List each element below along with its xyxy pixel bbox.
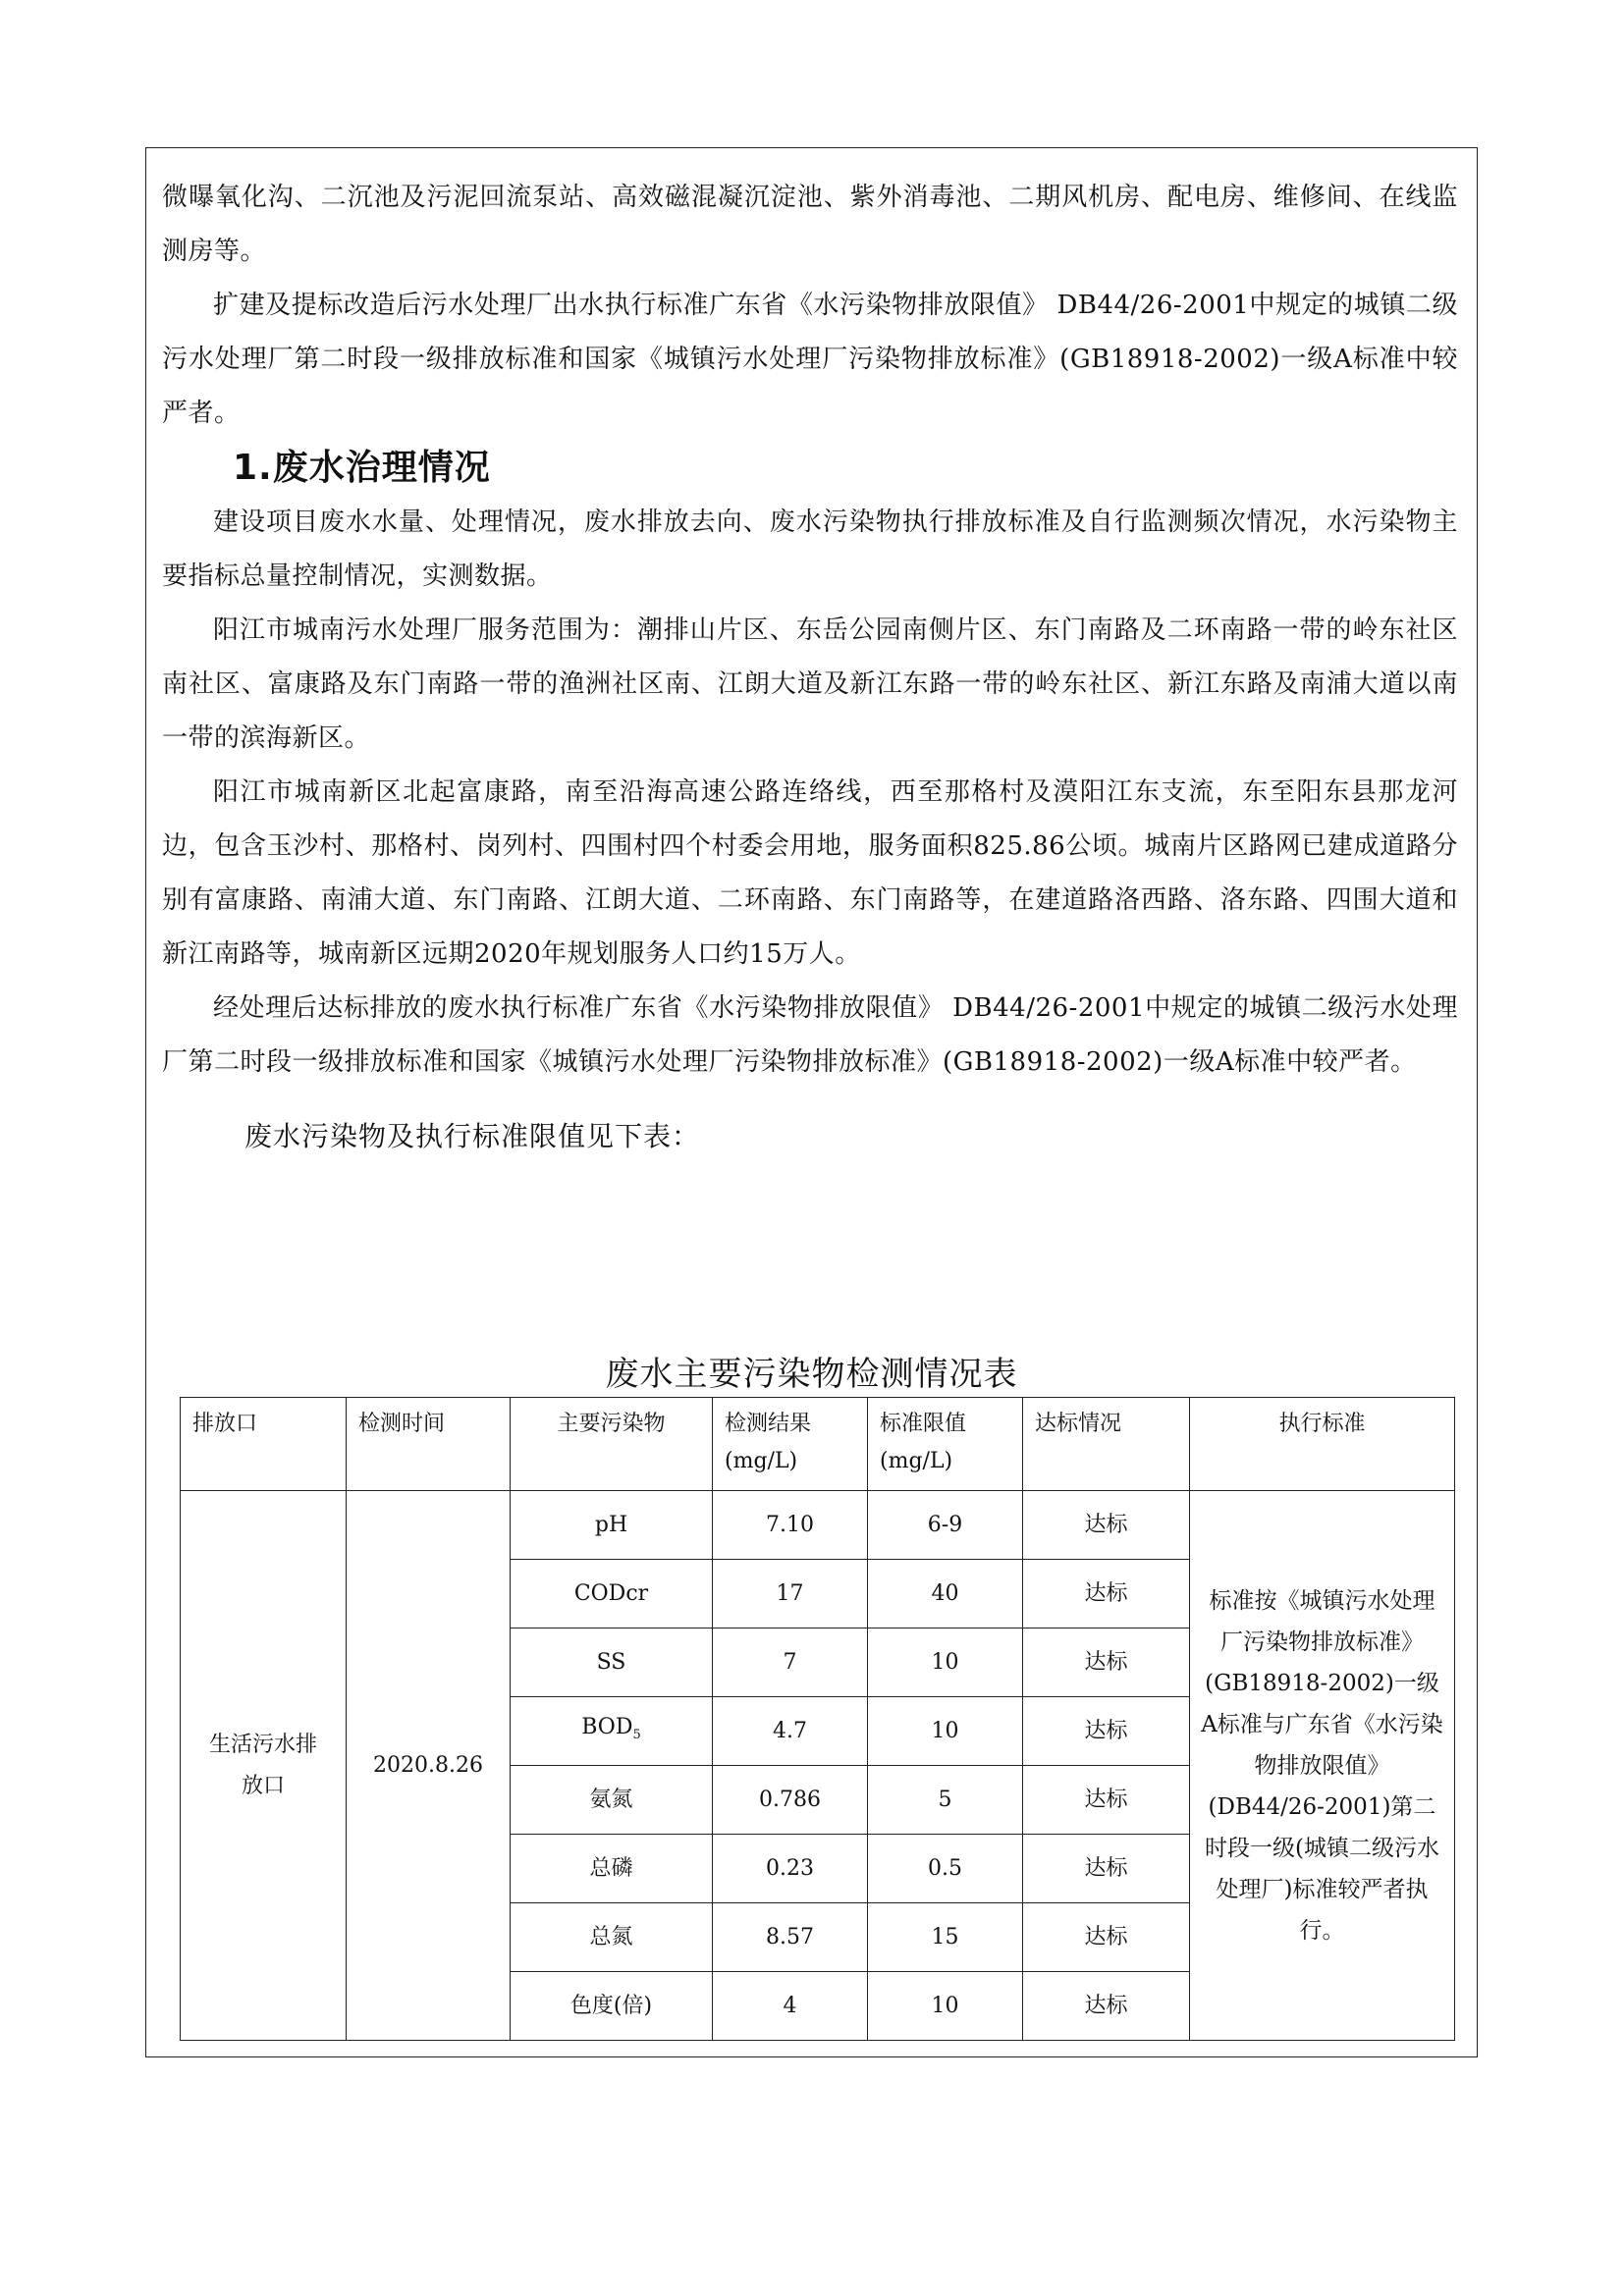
limit-cell: 40	[868, 1560, 1023, 1629]
limit-cell: 5	[868, 1766, 1023, 1835]
result-cell: 7	[713, 1629, 868, 1697]
pollutant-name: BOD	[581, 1714, 633, 1739]
header-limit-unit: (mg/L)	[880, 1449, 953, 1473]
pollutant-cell: pH	[511, 1491, 713, 1560]
limit-cell: 10	[868, 1972, 1023, 2041]
status-cell: 达标	[1023, 1491, 1190, 1560]
status-cell: 达标	[1023, 1903, 1190, 1972]
result-cell: 4.7	[713, 1697, 868, 1766]
status-cell: 达标	[1023, 1766, 1190, 1835]
table-row	[181, 1491, 1455, 1560]
status-cell: 达标	[1023, 1697, 1190, 1766]
pollutant-cell: SS	[511, 1629, 713, 1697]
pollutant-subscript: 5	[632, 1727, 641, 1742]
header-result-line1: 检测结果	[725, 1412, 812, 1436]
pollutant-cell: 总氮	[511, 1903, 713, 1972]
paragraph-treated-standard: 经处理后达标排放的废水执行标准广东省《水污染物排放限值》 DB44/26-2001中规定的城镇二级污水处理厂第二时段一级排放标准和国家《城镇污水处理厂污染物排放标准》(GB18918-2002)一级A标准中较严者。	[162, 993, 1458, 1077]
table-header-row	[181, 1398, 1455, 1491]
limit-cell: 6-9	[868, 1491, 1023, 1560]
table-title: 废水主要污染物检测情况表	[605, 1355, 1018, 1394]
pollutant-cell: CODcr	[511, 1560, 713, 1629]
standard-cell: 标准按《城镇污水处理厂污染物排放标准》(GB18918-2002)一级A标准与广东省《水污染物排放限值》(DB44/26-2001)第二时段一级(城镇二级污水处理厂)标准较严者执行。	[1190, 1491, 1455, 2041]
result-cell: 8.57	[713, 1903, 868, 1972]
header-result-unit: (mg/L)	[725, 1449, 798, 1473]
pollutant-cell: 氨氮	[511, 1766, 713, 1835]
pollutant-cell	[511, 1697, 713, 1766]
document-body	[162, 171, 1458, 1162]
header-time: 检测时间	[347, 1398, 511, 1491]
status-cell: 达标	[1023, 1835, 1190, 1903]
header-result	[713, 1398, 868, 1491]
status-cell: 达标	[1023, 1972, 1190, 2041]
status-cell: 达标	[1023, 1629, 1190, 1697]
limit-cell: 0.5	[868, 1835, 1023, 1903]
header-outlet: 排放口	[181, 1398, 347, 1491]
header-limit-line1: 标准限值	[880, 1412, 967, 1436]
pollutant-cell: 总磷	[511, 1835, 713, 1903]
limit-cell: 15	[868, 1903, 1023, 1972]
outlet-cell: 生活污水排放口	[181, 1491, 347, 2041]
header-status: 达标情况	[1023, 1398, 1190, 1491]
paragraph-discharge-standard: 扩建及提标改造后污水处理厂出水执行标准广东省《水污染物排放限值》 DB44/26-2001中规定的城镇二级污水处理厂第二时段一级排放标准和国家《城镇污水处理厂污染物排放标准》(GB18918-2002)一级A标准中较严者。	[162, 291, 1458, 428]
limit-cell: 10	[868, 1697, 1023, 1766]
result-cell: 7.10	[713, 1491, 868, 1560]
paragraph-facilities: 微曝氧化沟、二沉池及污泥回流泵站、高效磁混凝沉淀池、紫外消毒池、二期风机房、配电房、维修间、在线监测房等。	[162, 183, 1458, 266]
result-cell: 0.23	[713, 1835, 868, 1903]
paragraph-service-area: 阳江市城南污水处理厂服务范围为：潮排山片区、东岳公园南侧片区、东门南路及二环南路一带的岭东社区南社区、富康路及东门南路一带的渔洲社区南、江朗大道及新江东路一带的岭东社区、新江东路及南浦大道以南一带的滨海新区。	[162, 615, 1458, 753]
status-cell: 达标	[1023, 1560, 1190, 1629]
paragraph-new-district: 阳江市城南新区北起富康路，南至沿海高速公路连络线，西至那格村及漠阳江东支流，东至阳东县那龙河边，包含玉沙村、那格村、岗列村、四围村四个村委会用地，服务面积825.86公顷。城南片区路网已建成道路分别有富康路、南浦大道、东门南路、江朗大道、二环南路、东门南路等，在建道路洛西路、洛东路、四围大道和新江南路等，城南新区远期2020年规划服务人口约15万人。	[162, 777, 1458, 969]
pollutant-table	[180, 1397, 1455, 2041]
header-pollutant: 主要污染物	[511, 1398, 713, 1491]
limit-cell: 10	[868, 1629, 1023, 1697]
header-standard: 执行标准	[1190, 1398, 1455, 1491]
result-cell: 4	[713, 1972, 868, 2041]
result-cell: 17	[713, 1560, 868, 1629]
time-cell: 2020.8.26	[347, 1491, 511, 2041]
table-lead-text: 废水污染物及执行标准限值见下表：	[244, 1120, 701, 1152]
pollutant-cell: 色度(倍)	[511, 1972, 713, 2041]
header-limit	[868, 1398, 1023, 1491]
paragraph-overview: 建设项目废水水量、处理情况，废水排放去向、废水污染物执行排放标准及自行监测频次情况，水污染物主要指标总量控制情况，实测数据。	[162, 507, 1458, 591]
result-cell: 0.786	[713, 1766, 868, 1835]
section-heading: 1.废水治理情况	[233, 448, 491, 488]
